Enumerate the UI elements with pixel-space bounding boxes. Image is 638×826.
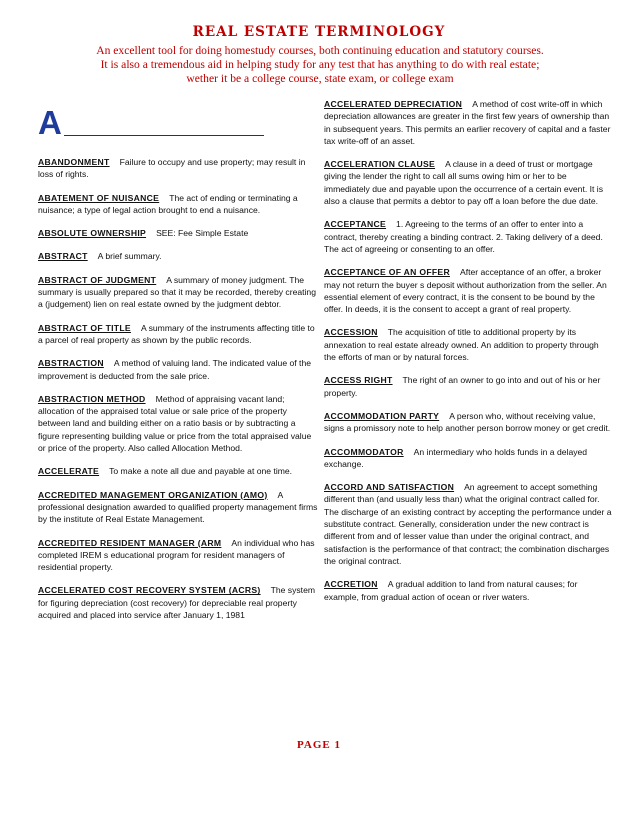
glossary-term: ACCOMMODATOR [324,446,404,457]
glossary-definition: Method of appraising vacant land; allocation of the appraised total value or sale price of the property between land and building either on a ratio basis or by subtracting a figure representing building value or price from the total appraised value or price of the property. Also called Allocation Method. [38,393,312,454]
glossary-definition: After acceptance of an offer, a broker may not return the buyer s deposit without authorization from the seller. An essential element of every contract, it is the consent to be bound by the offer. In deeds, it is the consent to accept a grant of real property. [324,267,607,315]
glossary-term: ABSTRACTION [38,358,104,369]
glossary-term: ACCELERATED DEPRECIATION [324,99,463,109]
glossary-term: ACCOMMODATION PARTY [324,410,440,421]
page-footer: PAGE 1 [297,739,341,751]
page-subtitle [40,44,600,86]
glossary-term: ACCRETION [324,579,378,590]
glossary-definition: A professional designation awarded to qualified property management firms by the institute of Real Estate Management. [38,489,318,525]
glossary-term: ABATEMENT OF NUISANCE [38,192,160,203]
subtitle-line: wether it be a college course, state exam, or college exam [186,72,454,85]
glossary-entry [38,465,318,477]
glossary-entry [324,410,612,435]
page-title: REAL ESTATE TERMINOLOGY [192,24,446,40]
glossary-definition: Failure to occupy and use property; may result in loss of rights. [38,157,306,180]
glossary-definition: 1. Agreeing to the terms of an offer to enter into a contract, thereby creating a binding contract. 2. Taking delivery of a deed. The act of agreeing or consenting to an offer. [324,219,603,254]
glossary-entry [324,218,612,255]
glossary-term: ACCEPTANCE [324,219,387,230]
glossary-definition: The system for figuring depreciation (cost recovery) for depreciable real property acquired and placed into service after January 1, 1981 [38,585,316,621]
glossary-definition: To make a note all due and payable at one time. [109,466,293,477]
glossary-entry [324,578,612,603]
glossary-definition: A brief summary. [97,251,162,262]
glossary-term: ACCELERATED COST RECOVERY SYSTEM (ACRS) [38,585,261,596]
subtitle-line: An excellent tool for doing homestudy courses, both continuing education and statutory courses. [96,44,544,57]
glossary-entry [38,584,318,621]
glossary-term: ACCEPTANCE OF AN OFFER [324,267,450,278]
glossary-term: ABANDONMENT [38,157,110,167]
glossary-entry [38,322,318,347]
glossary-definition: The right of an owner to go into and out of his or her property. [324,375,601,398]
glossary-definition: A summary of the instruments affecting title to a parcel of real property as shown by the public records. [38,322,315,345]
glossary-definition: The act of ending or terminating a nuisance; a type of legal action brought to end a nuisance. [38,192,298,215]
glossary-entry [324,266,612,315]
glossary-definition: A method of valuing land. The indicated value of the improvement is deducted from the sale price. [38,358,312,381]
glossary-entry [38,489,318,526]
glossary-entry [38,227,318,239]
glossary-entry [38,250,318,262]
glossary-entry [38,537,318,574]
glossary-definition: An individual who has completed IREM s educational program for resident managers of residential property. [38,537,315,573]
glossary-definition: The acquisition of title to additional property by its annexation to real estate already owned. An addition to property through the efforts of man or by natural forces. [324,327,599,363]
glossary-term: ACCELERATE [38,466,100,477]
glossary-definition: An agreement to accept something different than (and usually less than) what the original contract called for. The discharge of an existing contract by accepting the performance under a substitute contract. Generally, consideration under the new contract is different from and of lesser value than under the original contract, and satisfaction is the performance of that contract; the combination discharges the original contract. [324,482,612,566]
left-entry-list [38,156,318,621]
glossary-definition: A summary of money judgment. The summary is usually prepared so that it may be recorded, thereby creating a (judgement) lien on real estate owned by the judgment debtor. [38,274,316,310]
glossary-term: ACCORD AND SATISFACTION [324,482,455,493]
glossary-entry [324,374,612,399]
glossary-term: ACCREDITED RESIDENT MANAGER (ARM [38,537,222,548]
glossary-entry [38,156,318,181]
glossary-definition: A person who, without receiving value, signs a promissory note to help another person borrow money or get credit. [324,410,611,434]
glossary-definition: A clause in a deed of trust or mortgage giving the lender the right to call all sums owing him or her to be immediately due and payable upon the occurrence of a certain event. It is also a clause that permits a debtor to pay off a loan before the due date. [324,159,603,207]
glossary-term: ACCELERATION CLAUSE [324,159,436,170]
glossary-entry [324,481,612,567]
glossary-term: ACCESS RIGHT [324,375,393,386]
glossary-definition: An intermediary who holds funds in a delayed exchange. [324,446,588,469]
glossary-entry [324,446,612,471]
right-entry-list [324,98,612,603]
left-column [38,104,318,632]
glossary-term: ACCESSION [324,327,378,338]
glossary-definition: A method of cost write-off in which depreciation allowances are greater in the first few years of ownership than in subsequent years. This permits an earlier recovery of capital and a faster tax write-off of an asset. [324,99,611,146]
glossary-definition: SEE: Fee Simple Estate [156,228,249,239]
glossary-term: ACCREDITED MANAGEMENT ORGANIZATION (AMO) [38,489,268,500]
glossary-entry [38,357,318,382]
glossary-entry [324,158,612,207]
glossary-definition: A gradual addition to land from natural causes; for example, from gradual action of ocean or river waters. [324,579,578,602]
glossary-entry [38,192,318,217]
glossary-term: ABSOLUTE OWNERSHIP [38,228,147,239]
glossary-term: ABSTRACTION METHOD [38,393,146,404]
glossary-entry [324,98,612,147]
glossary-entry [38,274,318,311]
glossary-entry [324,326,612,363]
subtitle-line: It is also a tremendous aid in helping study for any test that has anything to do with real estate; [100,58,540,71]
section-letter: A [38,104,62,141]
section-rule [64,135,264,136]
glossary-entry [38,393,318,454]
right-column [324,98,612,614]
section-header [38,104,318,141]
glossary-term: ABSTRACT OF JUDGMENT [38,274,157,285]
glossary-term: ABSTRACT OF TITLE [38,322,131,333]
glossary-term: ABSTRACT [38,251,88,262]
